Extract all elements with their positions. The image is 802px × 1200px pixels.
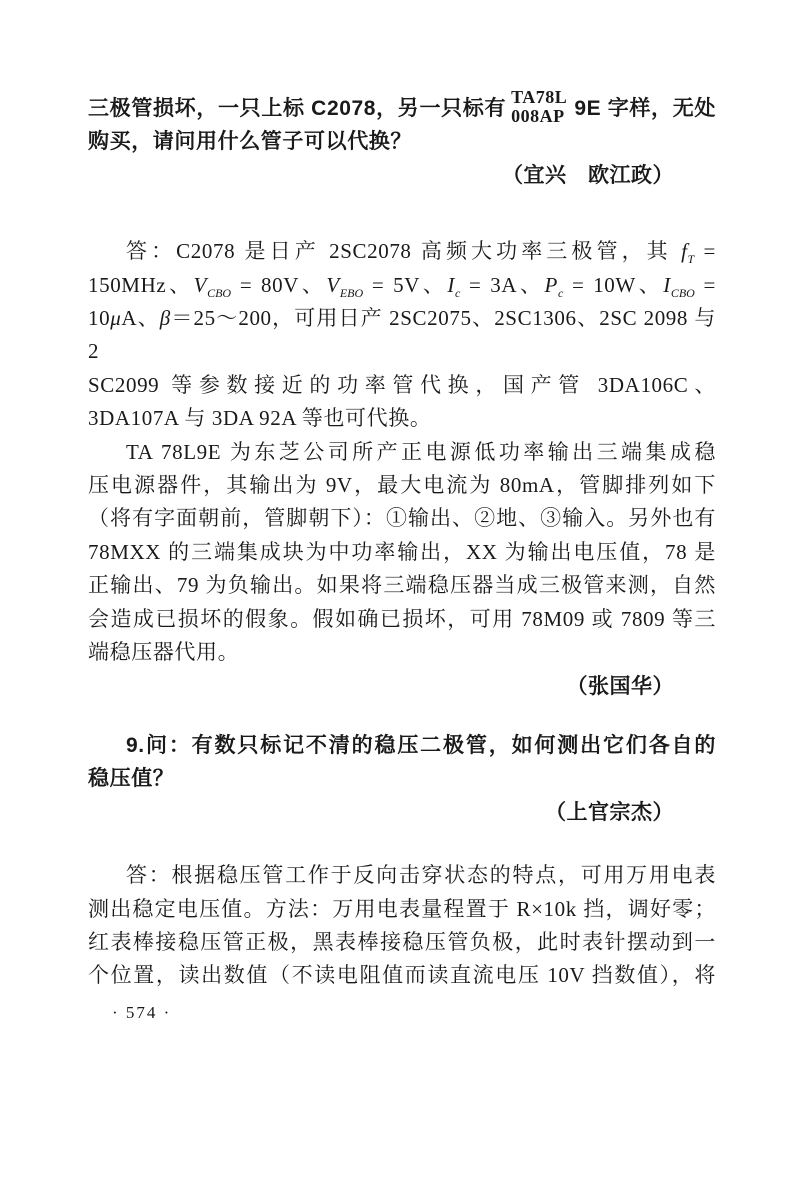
text-line: 78MXX 的三端集成块为中功率输出，XX 为输出电压值，78 是 xyxy=(88,539,716,564)
question8-text xyxy=(88,87,716,159)
text-line: 个位置，读出数值（不读电阻值而读直流电压 10V 挡数值），将 xyxy=(88,963,716,988)
question8-continuation xyxy=(88,87,716,192)
text-line: 红表棒接稳压管正极，黑表棒接稳压管负极，此时表针摆动到一 xyxy=(88,929,716,954)
question9 xyxy=(88,729,716,829)
question9-attribution: （上官宗杰） xyxy=(545,800,674,824)
text-line: 3DA107A 与 3DA 92A 等也可代换。 xyxy=(88,406,432,431)
question8-attribution: （宜兴 欧江政） xyxy=(502,163,674,187)
answer8-paragraph2 xyxy=(88,436,716,670)
text-line: 端稳压器代用。 xyxy=(88,640,240,665)
text-line: （将有字面朝前，管脚朝下）：①输出、②地、③输入。另外也有 xyxy=(88,506,716,531)
text-line: 9.问：有数只标记不清的稳压二极管，如何测出它们各自的 xyxy=(126,733,716,757)
text-line: 答：C2078 是日产 2SC2078 高频大功率三极管，其 $f_T$ = xyxy=(126,239,717,267)
text-line: 10μA、β＝25～200，可用日产 2SC2075、2SC1306、2SC 2098 与 2 xyxy=(88,306,716,364)
page-number: · 574 · xyxy=(112,1002,172,1022)
stacked-part-number: TA78L 008AP xyxy=(511,87,568,127)
answer9 xyxy=(88,859,716,993)
text-column xyxy=(88,87,717,1023)
text-line: 测出稳定电压值。方法：万用电表量程置于 R×10k 挡，调好零； xyxy=(88,896,716,921)
text-line: 正输出、79 为负输出。如果将三端稳压器当成三极管来测，自然 xyxy=(88,573,716,598)
text-line: TA 78L9E 为东芝公司所产正电源低功率输出三端集成稳 xyxy=(126,439,716,464)
text-line: 购买，请问用什么管子可以代换？ xyxy=(88,130,412,154)
text-line: 稳压值？ xyxy=(88,767,175,791)
answer9-paragraph1 xyxy=(88,859,716,993)
text-line: 会造成已损坏的假象。假如确已损坏，可用 78M09 或 7809 等三 xyxy=(88,606,716,631)
text-line: 150MHz、$V_{CBO} = 80V$、$V_{EBO} = 5V$、$I_c = 3A$、$P_c = 10W$、$I_{CBO}$ = xyxy=(88,272,717,300)
answer8-attribution: （张国华） xyxy=(566,674,674,698)
answer8 xyxy=(88,235,716,703)
answer8-paragraph1 xyxy=(88,235,716,435)
text-line: 三极管损坏，一只上标 C2078，另一只标有 TA78L 008AP 9E 字样，无处 xyxy=(88,87,716,127)
text-line: SC2099 等参数接近的功率管代换，国产管 3DA106C、 xyxy=(88,372,716,397)
question9-text xyxy=(88,729,716,796)
text-line: 答：根据稳压管工作于反向击穿状态的特点，可用万用电表 xyxy=(126,863,716,888)
text-line: 压电源器件，其输出为 9V，最大电流为 80mA，管脚排列如下 xyxy=(88,473,716,498)
